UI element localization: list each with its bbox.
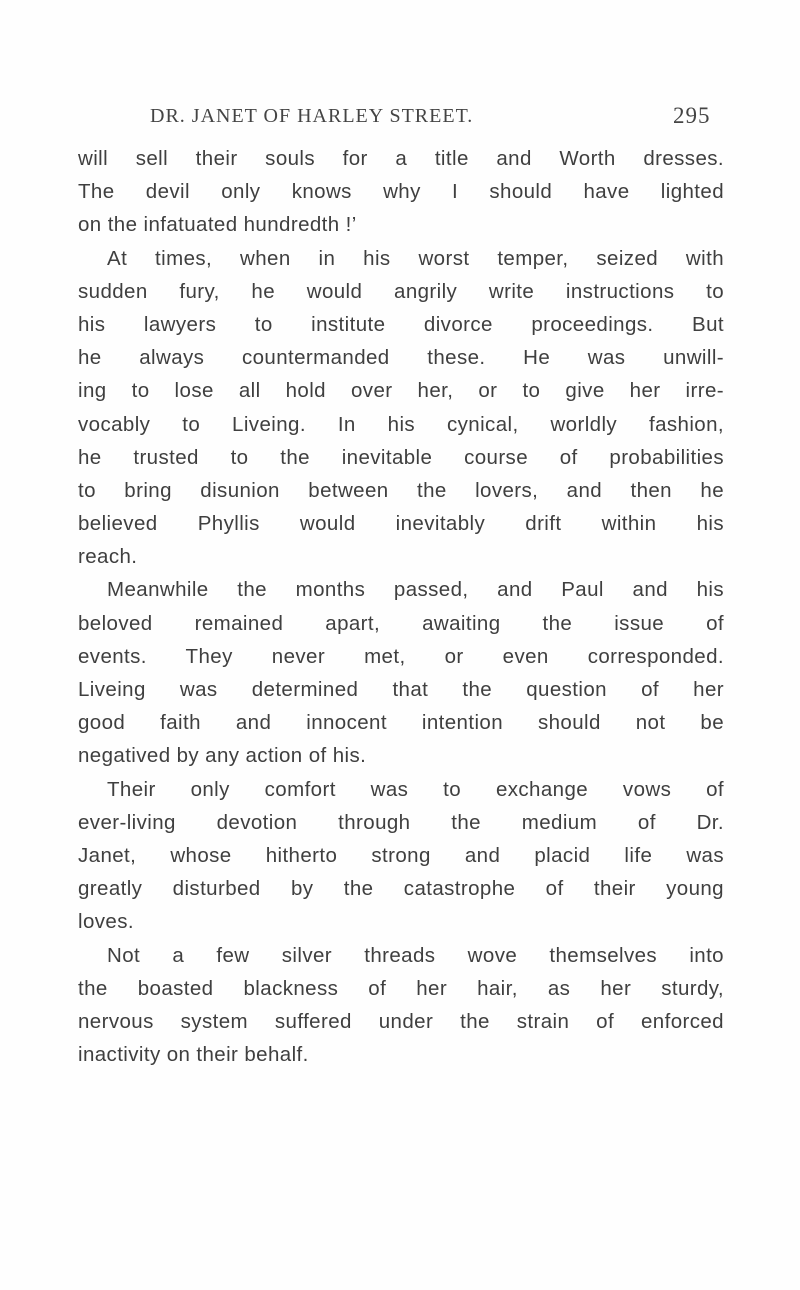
text-line: his lawyers to institute divorce proceedings. But [78, 312, 724, 336]
text-line: good faith and innocent intention should not be [78, 711, 724, 735]
page-number: 295 [673, 103, 711, 128]
text-line: beloved remained apart, awaiting the issue of [78, 611, 724, 635]
text-line: loves. [78, 910, 134, 934]
text-line: Not a few silver threads wove themselves into [107, 943, 724, 967]
text-line: ever-living devotion through the medium of Dr. [78, 810, 724, 834]
text-line: Liveing was determined that the question of her [78, 678, 724, 701]
text-line: Meanwhile the months passed, and Paul and his [107, 578, 724, 602]
text-line: negatived by any action of his. [78, 744, 367, 768]
text-line: inactivity on their behalf. [78, 1043, 309, 1067]
text-line: At times, when in his worst temper, seized with [107, 246, 724, 270]
text-line: The devil only knows why I should have lighted [78, 180, 724, 204]
text-line: believed Phyllis would inevitably drift within his [78, 512, 724, 536]
body-text [78, 142, 724, 1071]
text-line: greatly disturbed by the catastrophe of their young [78, 877, 724, 901]
running-head [0, 101, 800, 135]
running-title: DR. JANET OF HARLEY STREET. [150, 105, 474, 127]
text-line: will sell their souls for a title and Worth dresses. [78, 147, 724, 170]
text-line: Their only comfort was to exchange vows of [107, 777, 724, 801]
text-line: reach. [78, 545, 138, 569]
text-line: he trusted to the inevitable course of probabilities [78, 445, 724, 469]
text-line: vocably to Liveing. In his cynical, worldly fashion, [78, 412, 724, 436]
text-line: on the infatuated hundredth !’ [78, 213, 357, 237]
text-line: sudden fury, he would angrily write instructions to [78, 279, 724, 303]
text-line: to bring disunion between the lovers, and then he [78, 478, 724, 502]
text-line: the boasted blackness of her hair, as her sturdy, [78, 976, 724, 1000]
text-line: nervous system suffered under the strain of enforced [78, 1009, 724, 1033]
text-line: events. They never met, or even corresponded. [78, 644, 724, 668]
text-line: he always countermanded these. He was unwill- [78, 346, 724, 370]
text-line: Janet, whose hitherto strong and placid life was [78, 843, 724, 867]
text-line: ing to lose all hold over her, or to give her irre- [78, 379, 724, 403]
